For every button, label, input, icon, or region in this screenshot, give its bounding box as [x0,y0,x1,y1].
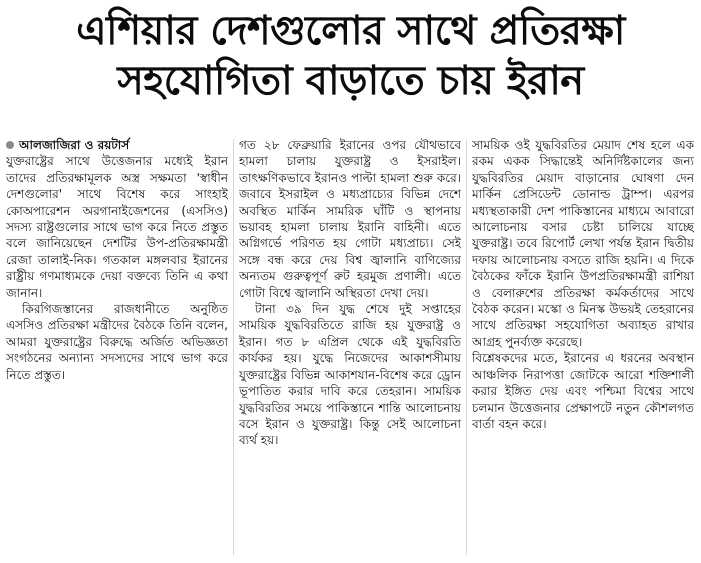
headline-line-1: এশিয়ার দেশগুলোর সাথে প্রতিরক্ষা [76,8,625,54]
paragraph-5: সাময়িক ওই যুদ্ধবিরতির মেয়াদ শেষ হলে এক রকম একক সিদ্ধান্তেই অনির্দিষ্টকালের জন্য যুদ্ধবিরতির মেয়াদ বাড়ানোর ঘোষণা দেন মার্কিন প্রেসিডেন্ট ডোনাল্ড ট্রাম্প। এরপর মধ্যস্থতাকারী দেশ পাকিস্তানের মাধ্যমে আবারো আলোচনায় বসার চেষ্টা চালিয়ে যাচ্ছে যুক্তরাষ্ট্র। তবে রিপোর্ট লেখা পর্যন্ত ইরান দ্বিতীয় দফায় আলোচনায় বসতে রাজি হয়নি। এ দিকে বৈঠকের ফাঁকে ইরানি উপপ্রতিরক্ষামন্ত্রী রাশিয়া ও বেলারুশের প্রতিরক্ষা কর্মকর্তাদের সাথে বৈঠক করেন। মস্কো ও মিনস্ক উভয়ই তেহরানের সাথে প্রতিরক্ষা সহযোগিতা অব্যাহত রাখার আগ্রহ পুনর্ব্যক্ত করেছে। [472,138,694,349]
paragraph-2: কিরগিজস্তানের রাজধানীতে অনুষ্ঠিত এসসিও প্রতিরক্ষা মন্ত্রীদের বৈঠকে তিনি বলেন, আমরা যুক্তরাষ্ট্রের বিরুদ্ধে অর্জিত অভিজ্ঞতা সংগঠনের অন্যান্য সদস্যদের সাথে ভাগ করে নিতে প্রস্তুত। [6,302,228,382]
article-column-3 [472,137,694,557]
headline-line-2: সহযোগিতা বাড়াতে চায় ইরান [117,58,584,104]
column-divider [466,139,467,555]
column-divider [233,139,234,555]
source-credit [6,137,228,153]
article-body [6,137,695,557]
headline [0,6,701,106]
paragraph-1: যুক্তরাষ্ট্রের সাথে উত্তেজনার মধ্যেই ইরান তাদের প্রতিরক্ষামূলক অস্ত্র সক্ষমতা 'স্বাধীন দেশগুলোর' সাথে বিশেষ করে সাংহাই কোঅপারেশন অরগানাইজেশনের (এসসিও) সদস্য রাষ্ট্রগুলোর সাথে ভাগ করে নিতে প্রস্তুত বলে জানিয়েছেন দেশটির উপ-প্রতিরক্ষামন্ত্রী রেজা তালাই-নিক। গতকাল মঙ্গলবার ইরানের রাষ্ট্রীয় গণমাধ্যমকে দেয়া বক্তব্যে তিনি এ কথা জানান। [6,154,228,300]
paragraph-6: বিশ্লেষকদের মতে, ইরানের এ ধরনের অবস্থান আঞ্চলিক নিরাপত্তা জোটকে আরো শক্তিশালী করার ইঙ্গিত দেয় এবং পশ্চিমা বিশ্বের সাথে চলমান উত্তেজনার প্রেক্ষাপটে নতুন কৌশলগত বার্তা বহন করে। [472,351,694,431]
source-label: আলজাজিরা ও রয়টার্স [19,138,130,152]
paragraph-4: টানা ৩৯ দিন যুদ্ধ শেষে দুই সপ্তাহের সাময়িক যুদ্ধবিরতিতে রাজি হয় যুক্তরাষ্ট্র ও ইরান। গত ৮ এপ্রিল থেকে এই যুদ্ধবিরতি কার্যকর হয়। যুদ্ধে নিজেদের আকাশসীমায় যুক্তরাষ্ট্রের বিভিন্ন আকাশযান-বিশেষ করে ড্রোন ভূপাতিত করার দাবি করে তেহরান। সাময়িক যুদ্ধবিরতির সময়ে পাকিস্তানে শান্তি আলোচনায় বসে ইরান ও যুক্তরাষ্ট্র। কিন্তু সেই আলোচনা ব্যর্থ হয়। [239,302,461,448]
article-column-2 [239,137,461,557]
bullet-icon [6,141,14,149]
paragraph-3: গত ২৮ ফেব্রুয়ারি ইরানের ওপর যৌথভাবে হামলা চালায় যুক্তরাষ্ট্র ও ইসরাইল। তাৎক্ষণিকভাবে ইরানও পাল্টা হামলা শুরু করে। জবাবে ইসরাইল ও মধ্যপ্রাচ্যের বিভিন্ন দেশে অবস্থিত মার্কিন সামরিক ঘাঁটি ও স্থাপনায় ভয়াবহ হামলা চালায় ইরানি বাহিনী। এতে অগ্নিগর্ভে পরিণত হয় গোটা মধ্যপ্রাচ্য। সেই সঙ্গে বন্ধ করে দেয় বিশ্ব জ্বালানি বাণিজ্যের অন্যতম গুরুত্বপূর্ণ রুট হরমুজ প্রণালী। এতে গোটা বিশ্বে জ্বালানি অস্থিরতা দেখা দেয়। [239,138,461,300]
article-column-1 [6,137,228,557]
